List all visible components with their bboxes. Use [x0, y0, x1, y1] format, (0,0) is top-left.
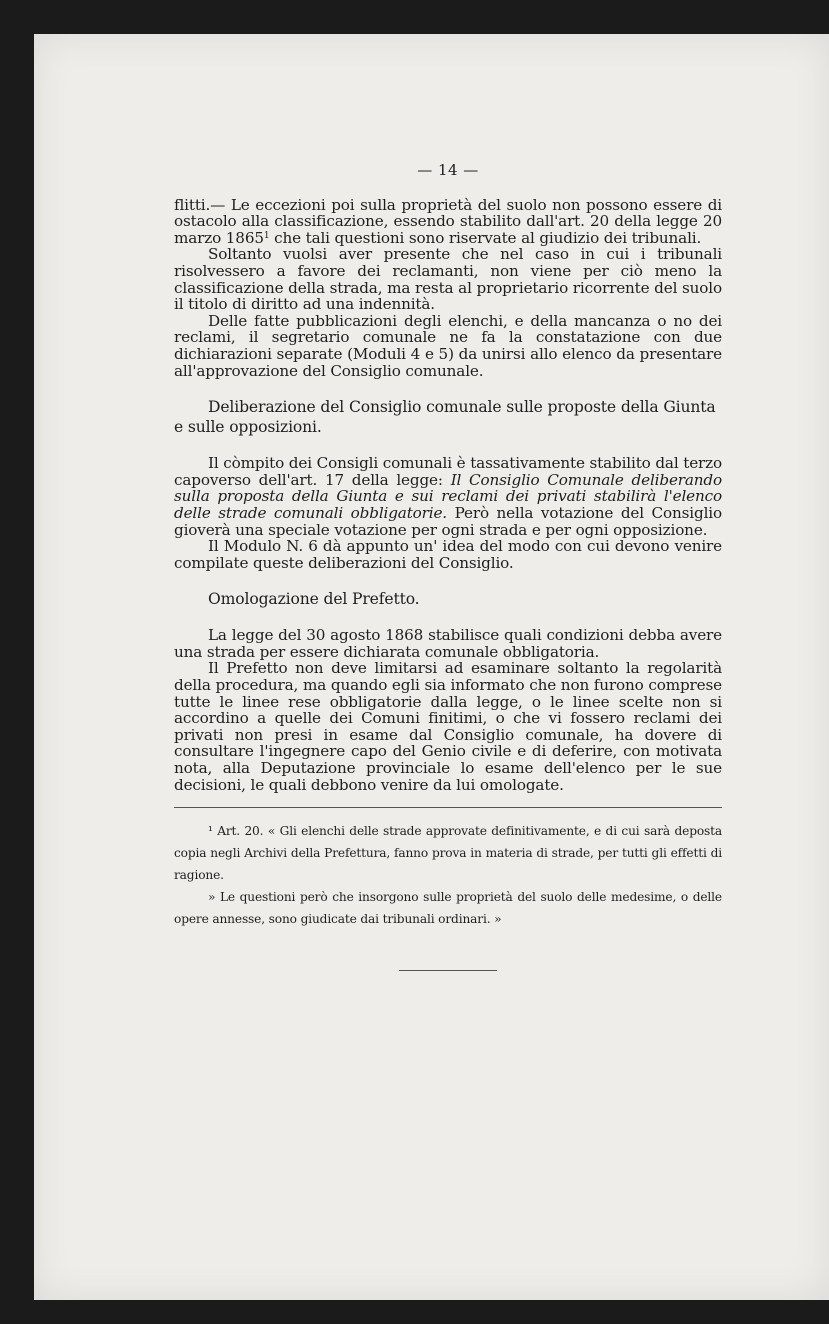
footnote-1: ¹ Art. 20. « Gli elenchi delle strade approvate definitivamente, e di cui sarà deposta copia negli Archivi della Prefettura, fanno prova in materia di strade, per tutti gli effetti di ragione. [174, 824, 722, 883]
footnote-ref: 1 [263, 230, 270, 241]
page-content [174, 162, 722, 971]
paragraph-2: Soltanto vuolsi aver presente che nel caso in cui i tribunali risolvessero a favore dei reclamanti, non viene per ciò meno la classificazione della strada, ma resta al proprietario ricorrente del suolo il titolo di diritto ad una indennità. [174, 245, 722, 314]
paragraph-1 [174, 197, 722, 247]
end-rule [399, 970, 497, 971]
footnote-divider [174, 807, 722, 808]
section-heading-omologazione: Omologazione del Prefetto. [208, 590, 420, 609]
paragraph-1-text-a: flitti.— Le eccezioni poi sulla proprietà del suolo non possono essere di ostacolo alla classificazione, essendo stabilito dall'art. 20 della legge 20 marzo 1865 [174, 195, 722, 247]
paragraph-4 [174, 455, 722, 538]
paragraph-6: La legge del 30 agosto 1868 stabilisce quali condizioni debba avere una strada per essere dichiarata comunale obbligatoria. [174, 626, 722, 661]
section-heading-deliberazione: Deliberazione del Consiglio comunale sulle proposte della Giunta e sulle opposizioni. [174, 398, 716, 437]
paragraph-4-text-b: Però nella votazione del Consiglio gioverà una speciale votazione per ogni strada e per ogni opposizione. [174, 503, 722, 539]
paragraph-7: Il Prefetto non deve limitarsi ad esaminare soltanto la regolarità della procedura, ma quando egli sia informato che non furono comprese tutte le linee rese obbligatorie dalla legge, o le linee scelte non si accordino a quelle dei Comuni finitimi, o che vi fossero reclami dei privati non presi in esame dal Consiglio comunale, ha dovere di consultare l'ingegnere capo del Genio civile e di deferire, con motivata nota, alla Deputazione provinciale lo esame dell'elenco per le sue decisioni, le quali debbono venire da lui omologate. [174, 659, 722, 794]
paragraph-5: Il Modulo N. 6 dà appunto un' idea del modo con cui devono venire compilate queste deliberazioni del Consiglio. [174, 537, 722, 572]
scanned-page [34, 34, 829, 1300]
page-number: — 14 — [417, 161, 479, 179]
paragraph-1-text-b: che tali questioni sono riservate al giudizio dei tribunali. [274, 228, 702, 247]
footnotes [174, 820, 722, 930]
paragraph-3: Delle fatte pubblicazioni degli elenchi, e della mancanza o no dei reclami, il segretario comunale ne fa la constatazione con due dichiarazioni separate (Moduli 4 e 5) da unirsi allo elenco da presentare all'approvazione del Consiglio comunale. [174, 311, 722, 380]
paragraph-4-text-a: Il còmpito dei Consigli comunali è tassativamente stabilito dal terzo capoverso dell'art. 17 della legge: [174, 454, 722, 489]
paragraph-4-quote: Il Consiglio Comunale deliberando sulla proposta della Giunta e sui reclami dei privati stabilirà l'elenco delle strade comunali obbligatorie. [174, 470, 722, 522]
footnote-2: » Le questioni però che insorgono sulle proprietà del suolo delle medesime, o delle opere annesse, sono giudicate dai tribunali ordinari. » [174, 890, 722, 927]
